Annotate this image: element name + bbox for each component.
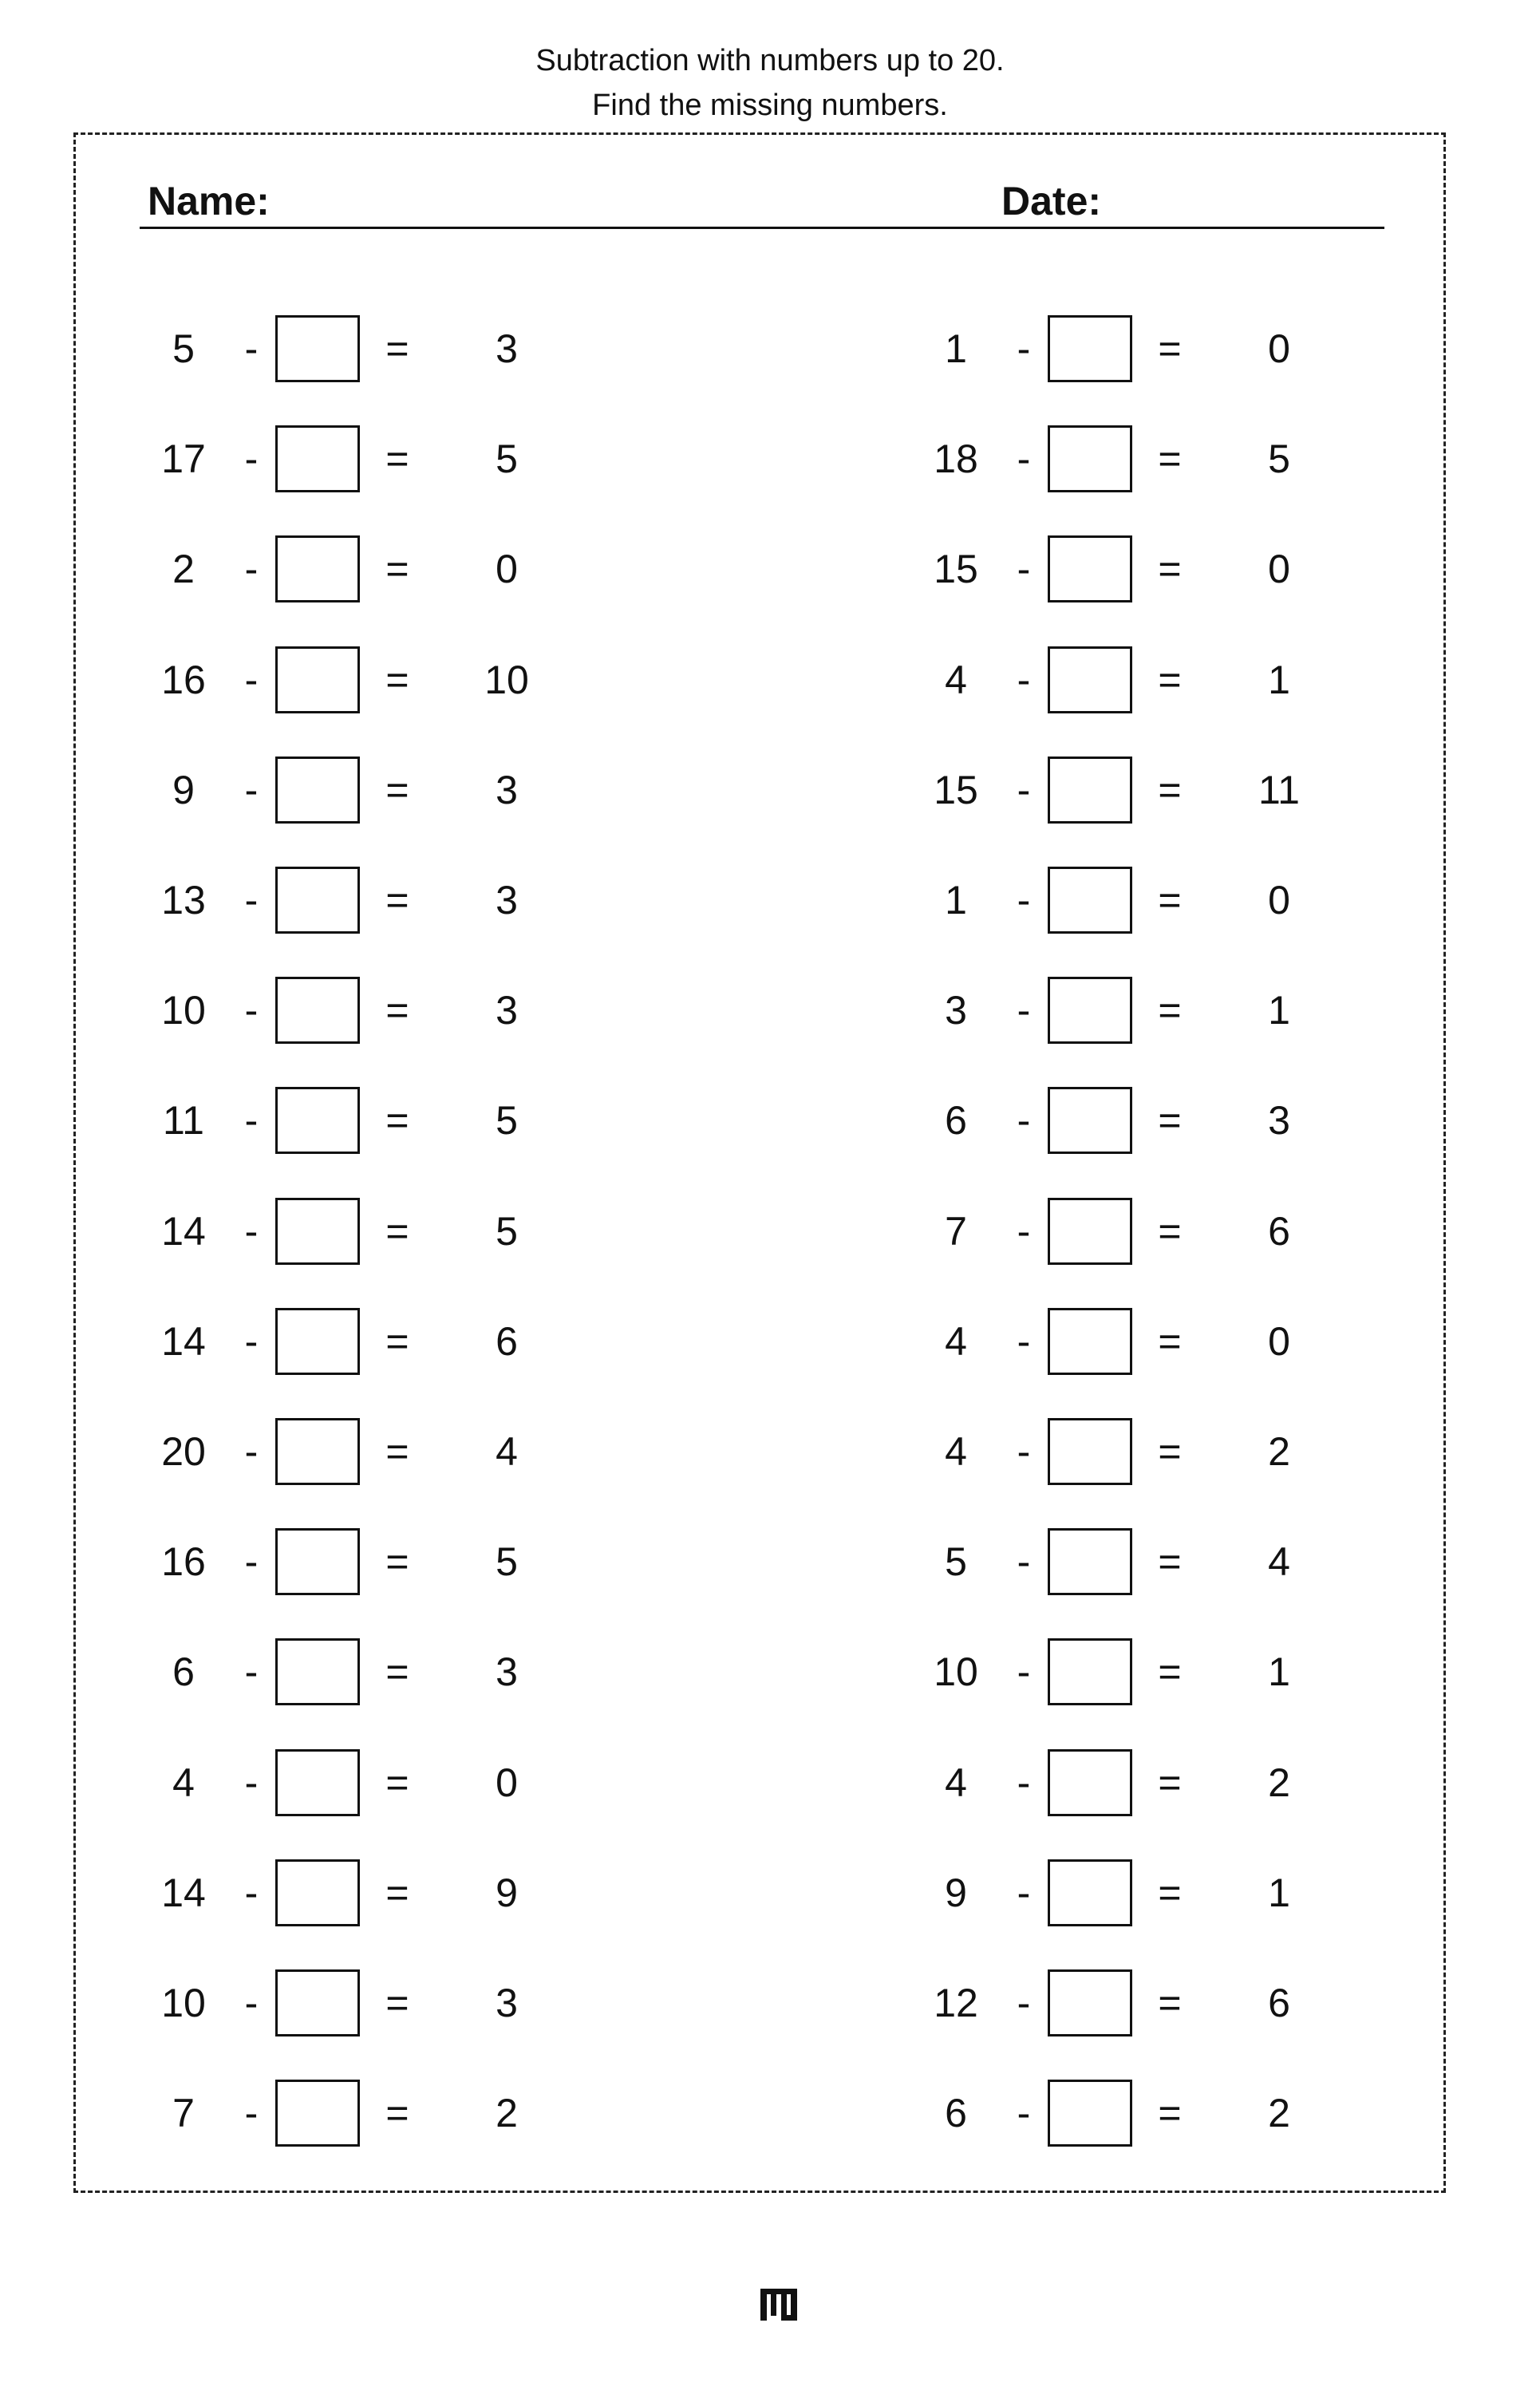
problem-row [912,1749,1540,1816]
difference: 3 [496,768,518,812]
problem-row [912,535,1540,602]
answer-box[interactable] [275,977,360,1044]
equals-sign: = [385,768,409,812]
minus-sign: - [1017,768,1031,812]
minuend: 10 [161,1981,206,2025]
difference: 1 [1268,1649,1290,1694]
minuend: 4 [172,1760,195,1805]
answer-box[interactable] [1048,2080,1132,2147]
problem-row [912,1969,1540,2036]
equals-sign: = [385,1098,409,1143]
minuend: 16 [161,1539,206,1584]
answer-box[interactable] [275,425,360,492]
difference: 0 [1268,326,1290,371]
problem-row [140,1749,938,1816]
problem-row [140,1528,938,1595]
worksheet-title: Subtraction with numbers up to 20. [535,44,1005,77]
answer-box[interactable] [275,1198,360,1265]
equals-sign: = [385,1319,409,1364]
minus-sign: - [1017,1319,1031,1364]
minus-sign: - [1017,878,1031,922]
minuend: 3 [945,988,967,1033]
minus-sign: - [244,878,259,922]
minuend: 15 [934,768,978,812]
equals-sign: = [1158,547,1182,591]
equals-sign: = [1158,1209,1182,1254]
minus-sign: - [1017,1539,1031,1584]
difference: 1 [1268,1871,1290,1915]
name-label: Name: [148,179,270,223]
minus-sign: - [244,326,259,371]
difference: 3 [496,1649,518,1694]
difference: 0 [1268,878,1290,922]
answer-box[interactable] [1048,1418,1132,1485]
problem-row [912,425,1540,492]
minus-sign: - [244,1649,259,1694]
equals-sign: = [1158,1098,1182,1143]
minuend: 18 [934,437,978,481]
problem-row [140,2080,938,2147]
answer-box[interactable] [1048,1638,1132,1705]
minus-sign: - [1017,1649,1031,1694]
minus-sign: - [244,1429,259,1474]
answer-box[interactable] [1048,1969,1132,2036]
answer-box[interactable] [1048,1859,1132,1926]
problem-row [140,315,938,382]
name-date-line [140,177,1384,229]
answer-box[interactable] [275,1308,360,1375]
problem-row [912,2080,1540,2147]
answer-box[interactable] [1048,977,1132,1044]
minuend: 13 [161,878,206,922]
date-label: Date: [1001,179,1102,223]
answer-box[interactable] [1048,646,1132,713]
difference: 6 [1268,1981,1290,2025]
minuend: 4 [945,658,967,702]
minuend: 14 [161,1209,206,1254]
answer-box[interactable] [275,315,360,382]
minus-sign: - [1017,988,1031,1033]
difference: 2 [1268,1429,1290,1474]
minus-sign: - [1017,1871,1031,1915]
equals-sign: = [385,1429,409,1474]
minus-sign: - [244,1539,259,1584]
problem-row [912,757,1540,824]
problem-row [912,867,1540,934]
minus-sign: - [244,1760,259,1805]
equals-sign: = [1158,768,1182,812]
answer-box[interactable] [275,867,360,934]
minus-sign: - [244,1209,259,1254]
problem-row [912,315,1540,382]
difference: 5 [496,1209,518,1254]
minus-sign: - [1017,547,1031,591]
minuend: 20 [161,1429,206,1474]
minuend: 6 [172,1649,195,1694]
answer-box[interactable] [275,1087,360,1154]
equals-sign: = [1158,658,1182,702]
problem-row [140,1418,938,1485]
minuend: 11 [163,1098,204,1143]
minuend: 4 [945,1429,967,1474]
minus-sign: - [244,658,259,702]
problem-row [140,1859,938,1926]
minus-sign: - [244,768,259,812]
answer-box[interactable] [1048,1198,1132,1265]
minuend: 14 [161,1871,206,1915]
minus-sign: - [244,988,259,1033]
minuend: 16 [161,658,206,702]
answer-box[interactable] [1048,425,1132,492]
answer-box[interactable] [1048,1528,1132,1595]
difference: 0 [496,1760,518,1805]
minuend: 2 [172,547,195,591]
difference: 1 [1268,988,1290,1033]
equals-sign: = [1158,1981,1182,2025]
difference: 3 [1268,1098,1290,1143]
minus-sign: - [1017,2091,1031,2135]
difference: 1 [1268,658,1290,702]
minuend: 6 [945,1098,967,1143]
problem-row [140,1638,938,1705]
problem-row [140,646,938,713]
problem-row [912,977,1540,1044]
minus-sign: - [1017,1429,1031,1474]
difference: 3 [496,988,518,1033]
equals-sign: = [1158,1871,1182,1915]
difference: 4 [1268,1539,1290,1584]
minus-sign: - [244,437,259,481]
difference: 5 [1268,437,1290,481]
problem-row [140,425,938,492]
minus-sign: - [244,1981,259,2025]
answer-box[interactable] [1048,867,1132,934]
minus-sign: - [1017,437,1031,481]
answer-box[interactable] [1048,1308,1132,1375]
equals-sign: = [385,1760,409,1805]
difference: 6 [1268,1209,1290,1254]
minus-sign: - [244,1871,259,1915]
difference: 3 [496,878,518,922]
answer-box[interactable] [275,1969,360,2036]
problem-row [912,646,1540,713]
answer-box[interactable] [275,1749,360,1816]
difference: 10 [484,658,529,702]
minus-sign: - [1017,1098,1031,1143]
equals-sign: = [1158,1649,1182,1694]
problem-row [912,1859,1540,1926]
equals-sign: = [1158,326,1182,371]
problem-row [140,1087,938,1154]
answer-box[interactable] [275,757,360,824]
minuend: 15 [934,547,978,591]
minus-sign: - [1017,1209,1031,1254]
equals-sign: = [385,1871,409,1915]
equals-sign: = [385,1981,409,2025]
answer-box[interactable] [275,2080,360,2147]
equals-sign: = [1158,1539,1182,1584]
minuend: 7 [172,2091,195,2135]
problem-row [912,1198,1540,1265]
equals-sign: = [1158,1429,1182,1474]
minuend: 17 [161,437,206,481]
minus-sign: - [244,2091,259,2135]
minuend: 1 [945,326,967,371]
minuend: 14 [161,1319,206,1364]
minuend: 1 [945,878,967,922]
minus-sign: - [1017,1981,1031,2025]
difference: 4 [496,1429,518,1474]
difference: 2 [1268,2091,1290,2135]
difference: 3 [496,326,518,371]
problem-row [140,757,938,824]
answer-box[interactable] [1048,535,1132,602]
minus-sign: - [1017,1760,1031,1805]
answer-box[interactable] [1048,315,1132,382]
minuend: 6 [945,2091,967,2135]
answer-box[interactable] [1048,1087,1132,1154]
minuend: 4 [945,1319,967,1364]
equals-sign: = [1158,437,1182,481]
answer-box[interactable] [275,1859,360,1926]
equals-sign: = [385,437,409,481]
equals-sign: = [1158,1760,1182,1805]
problem-row [912,1638,1540,1705]
equals-sign: = [1158,1319,1182,1364]
minus-sign: - [244,547,259,591]
equals-sign: = [385,658,409,702]
answer-box[interactable] [275,1528,360,1595]
problem-row [140,535,938,602]
answer-box[interactable] [1048,1749,1132,1816]
equals-sign: = [1158,878,1182,922]
difference: 11 [1258,768,1300,812]
difference: 0 [1268,547,1290,591]
worksheet-instructions: Find the missing numbers. [592,89,948,122]
difference: 9 [496,1871,518,1915]
minuend: 10 [161,988,206,1033]
equals-sign: = [385,547,409,591]
problem-row [912,1418,1540,1485]
problem-row [140,1198,938,1265]
difference: 5 [496,1539,518,1584]
difference: 0 [1268,1319,1290,1364]
problem-row [140,867,938,934]
answer-box[interactable] [275,646,360,713]
problem-row [140,977,938,1044]
difference: 3 [496,1981,518,2025]
difference: 5 [496,437,518,481]
minus-sign: - [244,1098,259,1143]
equals-sign: = [385,988,409,1033]
minuend: 12 [934,1981,978,2025]
equals-sign: = [385,878,409,922]
problem-row [912,1087,1540,1154]
equals-sign: = [1158,2091,1182,2135]
minus-sign: - [1017,326,1031,371]
equals-sign: = [1158,988,1182,1033]
problem-row [912,1308,1540,1375]
equals-sign: = [385,1209,409,1254]
answer-box[interactable] [275,1418,360,1485]
answer-box[interactable] [1048,757,1132,824]
equals-sign: = [385,1539,409,1584]
difference: 2 [1268,1760,1290,1805]
problem-row [140,1308,938,1375]
difference: 2 [496,2091,518,2135]
minuend: 7 [945,1209,967,1254]
difference: 5 [496,1098,518,1143]
equals-sign: = [385,2091,409,2135]
minuend: 9 [172,768,195,812]
answer-box[interactable] [275,535,360,602]
difference: 6 [496,1319,518,1364]
minuend: 5 [945,1539,967,1584]
problem-row [140,1969,938,2036]
answer-box[interactable] [275,1638,360,1705]
minuend: 9 [945,1871,967,1915]
equals-sign: = [385,1649,409,1694]
problem-row [912,1528,1540,1595]
minuend: 5 [172,326,195,371]
minus-sign: - [244,1319,259,1364]
brand-logo-icon [760,2289,797,2321]
minuend: 4 [945,1760,967,1805]
equals-sign: = [385,326,409,371]
minus-sign: - [1017,658,1031,702]
difference: 0 [496,547,518,591]
minuend: 10 [934,1649,978,1694]
